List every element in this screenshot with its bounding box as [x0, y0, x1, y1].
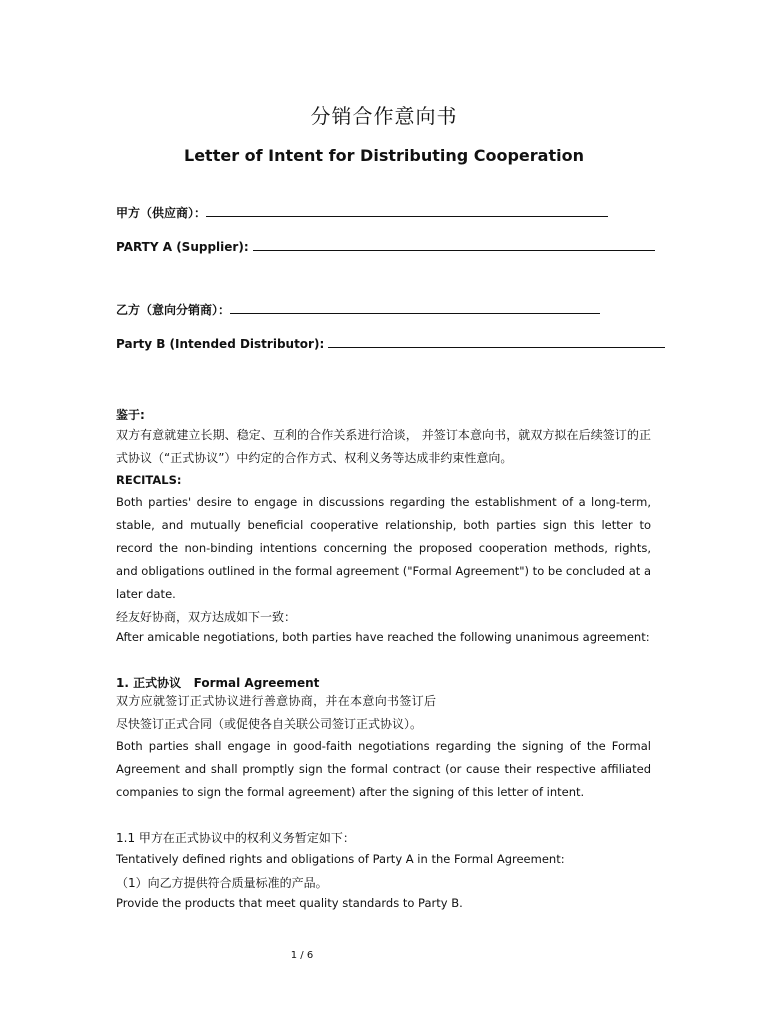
agreement-en: After amicable negotiations, both parties have reached the following unanimous agreement:: [116, 630, 650, 644]
party-b-en-blank: [328, 336, 665, 348]
agreement-cn: 经友好协商，双方达成如下一致：: [116, 610, 297, 624]
party-b-en-label: Party B (Intended Distributor):: [116, 337, 329, 351]
section-1-cn-text: 双方应就签订正式协议进行善意协商，并在本意向书签订后尽快签订正式合同（或促使各自关联公司签订正式协议）。: [116, 694, 436, 731]
recitals-cn-text: 双方有意就建立长期、稳定、互利的合作关系进行洽谈， 并签订本意向书，就双方拟在后续签订的正式协议（“正式协议”）中约定的合作方式、权利义务等达成非约束性意向。: [116, 428, 651, 465]
document-title-en: Letter of Intent for Distributing Cooperation: [184, 146, 584, 165]
section-1-heading: [116, 674, 319, 691]
section-1-title-en: Formal Agreement: [193, 676, 320, 690]
item-1-en: Provide the products that meet quality standards to Party B.: [116, 896, 463, 910]
party-a-cn-line: [116, 204, 608, 221]
party-a-en-label: PARTY A (Supplier):: [116, 240, 253, 254]
party-b-cn-blank: [230, 302, 600, 314]
recitals-en-text: Both parties' desire to engage in discussions regarding the establishment of a long-term, stable, and mutually beneficial cooperative relationship, both parties sign this letter to record the non-binding intentions concerning the proposed cooperation methods, rights, and obligations outlined in the formal agreement ("Formal Agreement") to be concluded at a later date.: [116, 495, 651, 601]
party-b-cn-label: 乙方（意向分销商）：: [116, 303, 231, 317]
section-1-title-cn: 正式协议: [133, 676, 182, 690]
section-1-1-cn: 1.1 甲方在正式协议中的权利义务暂定如下：: [116, 831, 355, 845]
section-1-1-en: Tentatively defined rights and obligations of Party A in the Formal Agreement:: [116, 852, 565, 866]
recitals-cn-heading: 鉴于:: [116, 408, 145, 422]
party-a-cn-blank: [206, 205, 608, 217]
party-a-en-line: [116, 239, 655, 254]
section-1-number: 1.: [116, 676, 134, 690]
party-a-en-blank: [253, 239, 655, 251]
item-1-cn: （1）向乙方提供符合质量标准的产品。: [116, 876, 328, 890]
section-1-en-text: Both parties shall engage in good-faith negotiations regarding the signing of the Formal Agreement and shall promptly sign the formal contract (or cause their respective affiliated companies to sign the formal agreement) after the signing of this letter of intent.: [116, 739, 651, 799]
party-b-en-line: [116, 336, 665, 351]
party-a-cn-label: 甲方（供应商）：: [116, 206, 207, 220]
document-title-cn: 分销合作意向书: [310, 104, 458, 128]
party-b-cn-line: [116, 301, 600, 318]
page-number: 1 / 6: [290, 950, 314, 961]
recitals-en-heading: RECITALS:: [116, 473, 182, 487]
